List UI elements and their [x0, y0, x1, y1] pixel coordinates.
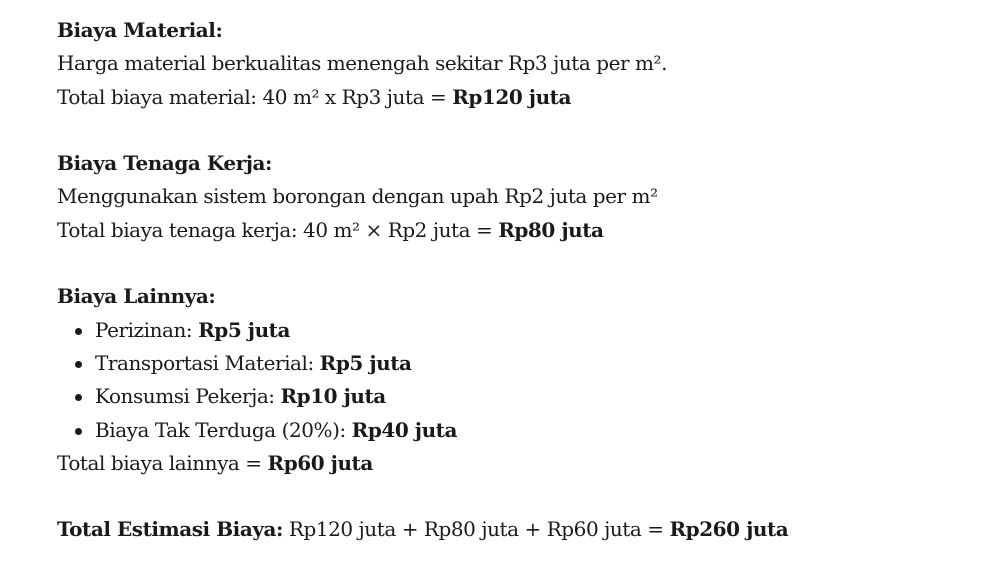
bullet-icon	[75, 394, 82, 401]
material-heading: Biaya Material:	[57, 18, 223, 42]
labor-total	[57, 214, 977, 247]
grand-total-formula: Rp120 juta + Rp80 juta + Rp60 juta =	[282, 517, 670, 542]
material-description: Harga material berkualitas menengah sekitar Rp3 juta per m².	[57, 51, 668, 76]
material-total-label: Total biaya material: 40 m² x Rp3 juta =	[57, 84, 453, 109]
grand-total-value: Rp260 juta	[669, 517, 789, 542]
labor-total-label: Total biaya tenaga kerja: 40 m² × Rp2 juta =	[57, 217, 499, 242]
labor-heading: Biaya Tenaga Kerja:	[57, 151, 272, 176]
other-heading: Biaya Lainnya:	[57, 284, 216, 309]
material-total	[57, 81, 977, 114]
grand-total	[57, 513, 977, 546]
material-cost-section	[57, 14, 977, 114]
list-item: Transportasi Material: Rp5 juta	[57, 347, 977, 380]
list-item: Perizinan: Rp5 juta	[57, 314, 977, 347]
other-total-label: Total biaya lainnya =	[57, 450, 268, 475]
grand-total-section	[57, 513, 977, 546]
other-total-value: Rp60 juta	[267, 450, 373, 475]
labor-description: Menggunakan sistem borongan dengan upah Rp2 juta per m²	[57, 184, 658, 209]
other-total	[57, 447, 977, 480]
other-cost-list	[57, 314, 977, 447]
other-cost-section	[57, 280, 977, 480]
bullet-icon	[75, 361, 82, 368]
section-spacer	[57, 114, 977, 147]
section-spacer	[57, 247, 977, 280]
bullet-icon	[75, 428, 82, 435]
list-item: Biaya Tak Terduga (20%): Rp40 juta	[57, 414, 977, 447]
cost-estimate-document	[57, 14, 977, 547]
material-total-value: Rp120 juta	[452, 84, 571, 109]
labor-cost-section	[57, 147, 977, 247]
labor-total-value: Rp80 juta	[498, 217, 604, 242]
section-spacer	[57, 480, 977, 513]
grand-total-label: Total Estimasi Biaya:	[57, 517, 283, 542]
list-item: Konsumsi Pekerja: Rp10 juta	[57, 380, 977, 413]
bullet-icon	[75, 328, 82, 335]
